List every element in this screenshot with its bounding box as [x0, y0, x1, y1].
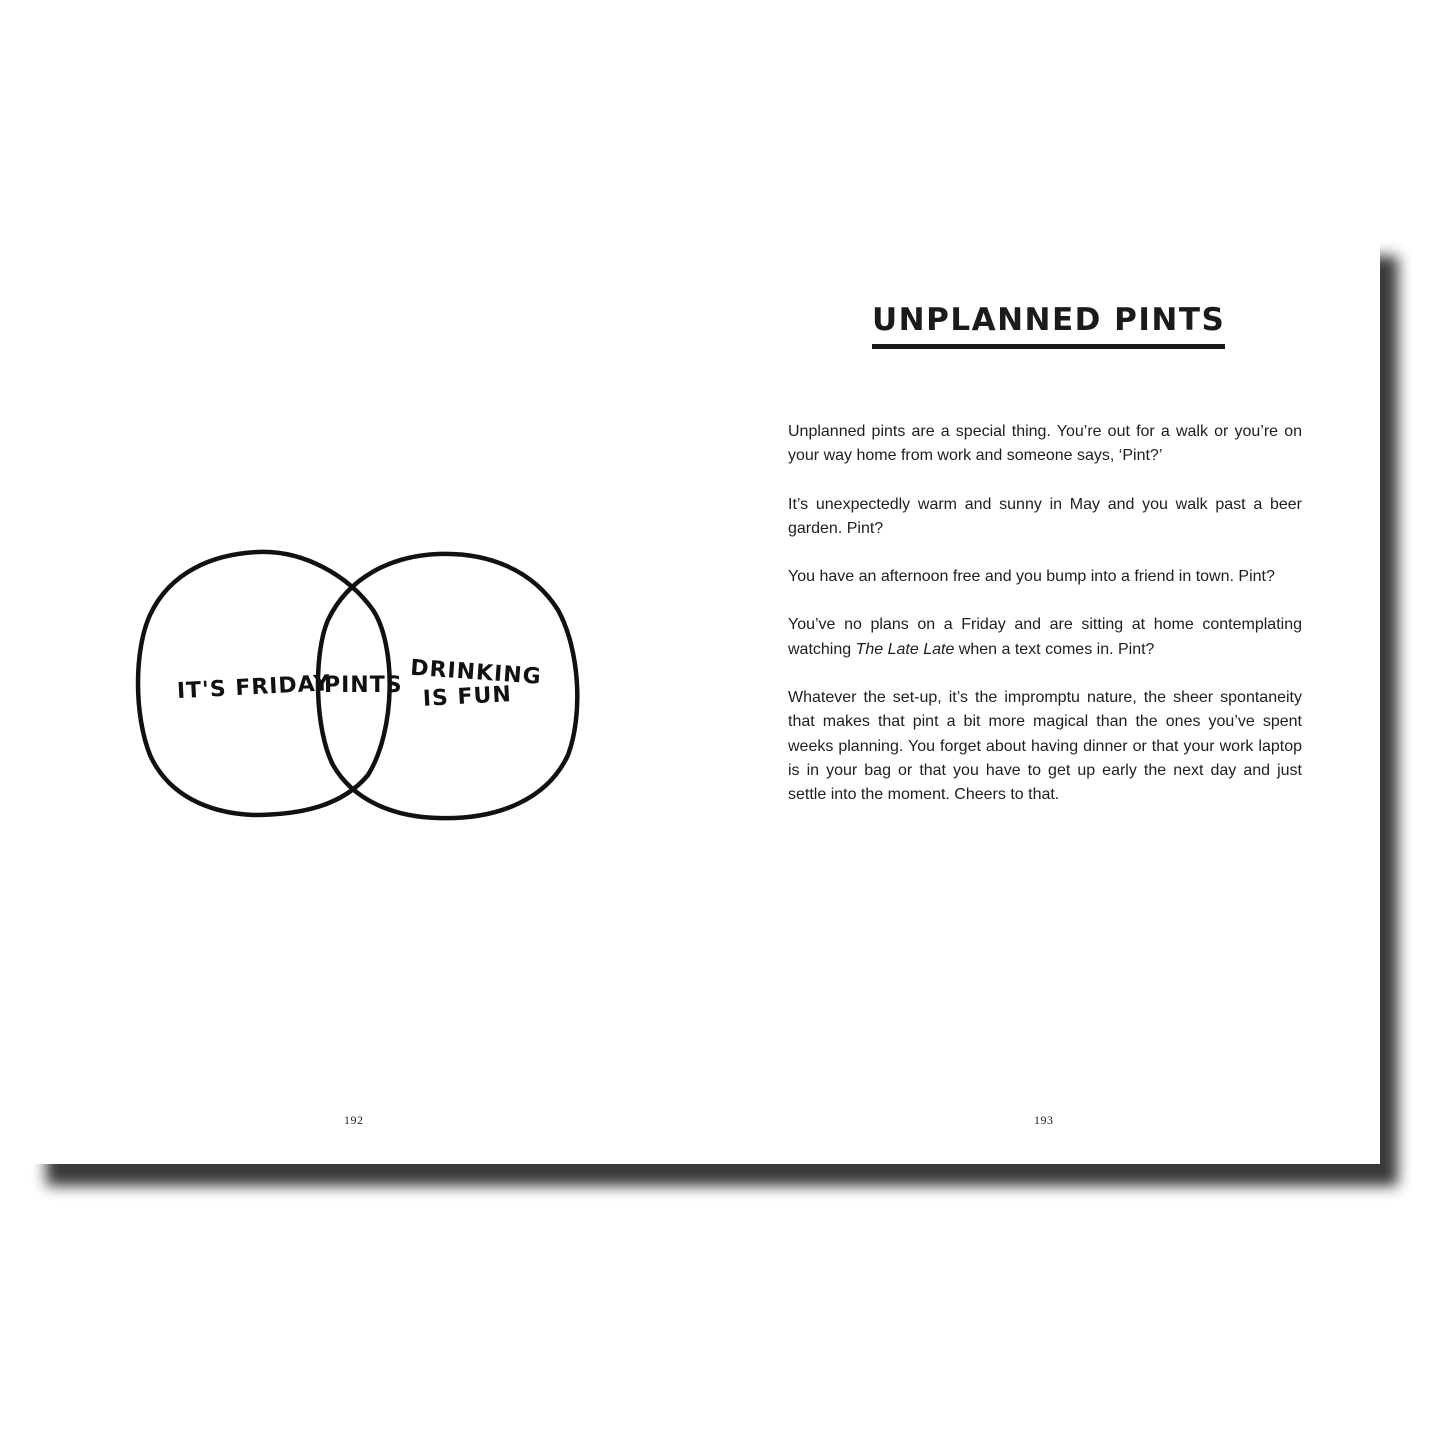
venn-diagram-graphic — [128, 540, 588, 830]
title-block — [872, 302, 1226, 349]
paragraph-4-text-before: You’ve no plans on a Friday and are sitting at home contemplating watching — [788, 616, 1302, 658]
paragraph-1: Unplanned pints are a special thing. You’re out for a walk or you’re on your way home from work and someone says, ‘Pint?’ — [788, 423, 1302, 465]
venn-right-label-line2: IS FUN — [422, 682, 513, 712]
paragraph-3: You have an afternoon free and you bump into a friend in town. Pint? — [788, 568, 1275, 586]
venn-left-label: IT'S FRIDAY — [176, 671, 332, 705]
page-number-left: 192 — [344, 1113, 364, 1127]
paragraph-5: Whatever the set-up, it’s the impromptu nature, the sheer spontaneity that makes that pint a bit more magical than the ones you’ve spent weeks planning. You forget about having dinner or that your work laptop is in your bag or that you have to get up early the next day and just settle into the moment. Cheers to that. — [788, 689, 1302, 804]
body-text — [788, 420, 1302, 832]
venn-diagram — [128, 540, 588, 830]
page-number-right: 193 — [1034, 1113, 1054, 1127]
venn-center-label: PINTS — [324, 673, 403, 698]
paragraph-2: It’s unexpectedly warm and sunny in May and you walk past a beer garden. Pint? — [788, 495, 1302, 537]
page-title: UNPLANNED PINTS — [872, 302, 1225, 349]
venn-right-label-line1: DRINKING — [409, 655, 543, 690]
book-spread — [28, 240, 1380, 1164]
left-page — [28, 240, 704, 1164]
show-title-italic: The Late Late — [855, 640, 955, 658]
right-page — [704, 240, 1380, 1164]
paragraph-4-text-after: when a text comes in. Pint? — [954, 640, 1155, 658]
paragraph-4 — [788, 613, 1302, 662]
